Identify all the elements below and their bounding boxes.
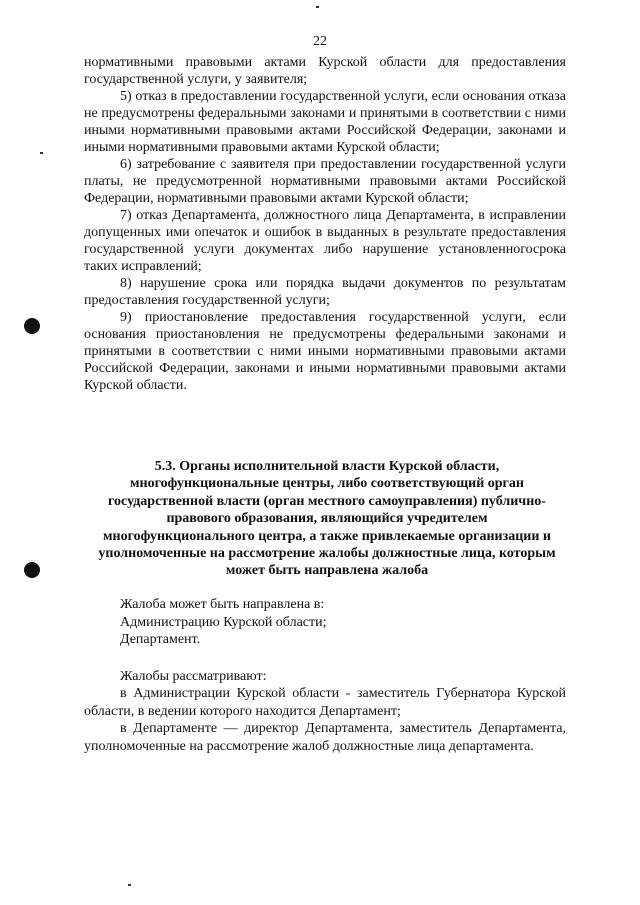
scan-speck bbox=[128, 884, 131, 886]
reviewers-intro: Жалобы рассматривают: bbox=[120, 668, 267, 684]
list-item: 9) приостановление предоставления государственной услуги, если основания приостановления не предусмотрены федеральными законами и принятыми в соответствии с ними иными нормативными правовыми актами Российской Федерации, законами и иными нормативными правовыми актами Курской области. bbox=[84, 310, 566, 393]
complaint-section bbox=[84, 596, 566, 755]
reviewer-item: в Департаменте — директор Департамента, заместитель Департамента, уполномоченные на рассмотрение жалоб должностные лица департамента. bbox=[84, 721, 566, 754]
punch-hole-mark bbox=[24, 318, 40, 334]
list-item: 6) затребование с заявителя при предоставлении государственной услуги платы, не предусмотренной нормативными правовыми актами Российской Федерации, нормативными правовыми актами Курской области; bbox=[84, 157, 566, 206]
scan-speck bbox=[316, 6, 319, 8]
scan-speck bbox=[40, 152, 43, 154]
grounds-list bbox=[84, 54, 566, 394]
section-heading: 5.3. Органы исполнительной власти Курской области, многофункциональные центры, либо соответствующий орган государственной власти (орган местного самоуправления) публично-правового образования, являющийся учредителем многофункционального центра, а также привлекаемые организации и уполномоченные на рассмотрение жалобы должностные лица, которым может быть направлена жалоба bbox=[98, 459, 556, 579]
page-number: 22 bbox=[313, 34, 327, 49]
complaint-intro: Жалоба может быть направлена в: bbox=[120, 597, 325, 612]
list-item: 7) отказ Департамента, должностного лица Департамента, в исправлении допущенных ими опечаток и ошибок в выданных в результате предоставления государственной услуги документах либо нарушение установленногосрока таких исправлений; bbox=[84, 208, 566, 274]
complaint-target: Департамент. bbox=[120, 632, 201, 647]
punch-hole-mark bbox=[24, 562, 40, 578]
list-item: нормативными правовыми актами Курской области для предоставления государственной услуги, у заявителя; bbox=[84, 55, 566, 87]
list-item: 8) нарушение срока или порядка выдачи документов по результатам предоставления государственной услуги; bbox=[84, 276, 566, 308]
reviewer-item: в Администрации Курской области - заместитель Губернатора Курской области, в ведении которого находится Департамент; bbox=[84, 686, 566, 719]
complaint-target: Администрацию Курской области; bbox=[120, 614, 327, 630]
list-item: 5) отказ в предоставлении государственной услуги, если основания отказа не предусмотрены федеральными законами и принятыми в соответствии с ними иными нормативными правовыми актами Российской Федерации, законами и иными нормативными правовыми актами Курской области; bbox=[84, 89, 566, 155]
